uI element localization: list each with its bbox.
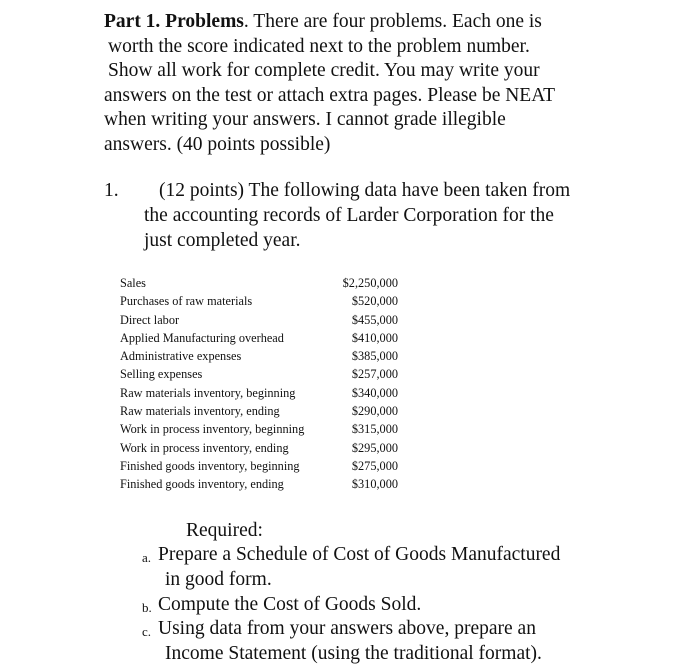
row-label: Finished goods inventory, ending (120, 477, 284, 492)
requirement-text: in good form. (165, 568, 272, 590)
requirement-text: Compute the Cost of Goods Sold. (158, 593, 422, 615)
row-value: $315,000 (351, 422, 398, 437)
problem-number: 1. (104, 180, 119, 201)
problem-line-1: (12 points) The following data have been taken from (159, 180, 571, 201)
data-table-body (118, 274, 398, 494)
row-label: Work in process inventory, ending (120, 440, 289, 455)
row-label: Raw materials inventory, beginning (120, 385, 296, 400)
row-value: $2,250,000 (342, 276, 398, 290)
row-value: $295,000 (351, 440, 398, 455)
table-row (118, 365, 398, 383)
instructions-line-6: answers. (40 points possible) (104, 133, 331, 155)
requirement-letter: c. (142, 624, 152, 640)
table-row (118, 311, 398, 329)
required-heading: Required: (186, 520, 263, 541)
requirement-text: Income Statement (using the traditional format). (165, 643, 542, 665)
table-row (118, 439, 398, 457)
row-value: $385,000 (351, 349, 398, 364)
table-row (118, 420, 398, 438)
instructions-line-2: worth the score indicated next to the problem number. (108, 35, 530, 57)
table-row (118, 384, 398, 402)
table-row (118, 274, 398, 292)
row-label: Finished goods inventory, beginning (120, 458, 300, 473)
row-label: Purchases of raw materials (120, 294, 253, 309)
requirement-item (142, 593, 612, 618)
row-value: $455,000 (351, 312, 398, 327)
row-value: $310,000 (351, 477, 398, 492)
part-heading: Part 1. Problems (104, 11, 244, 32)
table-row (118, 475, 398, 493)
accounting-data-table (118, 274, 398, 494)
row-value: $340,000 (351, 385, 398, 400)
instructions-line-5: when writing your answers. I cannot grade illegible (104, 109, 506, 131)
problem-line-2: the accounting records of Larder Corporation for the (144, 205, 554, 226)
row-value: $257,000 (351, 367, 398, 382)
row-label: Direct labor (120, 312, 180, 327)
requirement-item (142, 543, 612, 593)
table-row (118, 347, 398, 365)
requirement-letter: b. (142, 599, 152, 615)
instructions-line-4: answers on the test or attach extra pages. Please be NEAT (104, 84, 556, 106)
instructions-line-1: Part 1. Problems. There are four problems. Each one is (104, 11, 542, 32)
table-row (118, 457, 398, 475)
row-value: $520,000 (351, 294, 398, 309)
row-label: Applied Manufacturing overhead (120, 330, 284, 345)
row-label: Sales (120, 276, 146, 290)
row-label: Raw materials inventory, ending (120, 404, 280, 419)
row-value: $290,000 (351, 404, 398, 419)
problem-line-3: just completed year. (144, 230, 301, 251)
requirement-text: Using data from your answers above, prepare an (158, 618, 536, 640)
row-value: $275,000 (351, 458, 398, 473)
requirement-item (142, 617, 612, 667)
table-row (118, 329, 398, 347)
requirement-text: Prepare a Schedule of Cost of Goods Manufactured (158, 544, 561, 565)
row-label: Work in process inventory, beginning (120, 422, 305, 437)
row-label: Administrative expenses (120, 349, 242, 364)
table-row (118, 402, 398, 420)
requirements-list (142, 543, 612, 667)
problem-statement (144, 178, 570, 253)
requirement-letter: a. (142, 550, 152, 565)
table-row (118, 292, 398, 310)
row-label: Selling expenses (120, 367, 203, 382)
instructions-paragraph (104, 10, 604, 158)
row-value: $410,000 (351, 330, 398, 345)
instructions-line-3: Show all work for complete credit. You may write your (108, 60, 540, 82)
